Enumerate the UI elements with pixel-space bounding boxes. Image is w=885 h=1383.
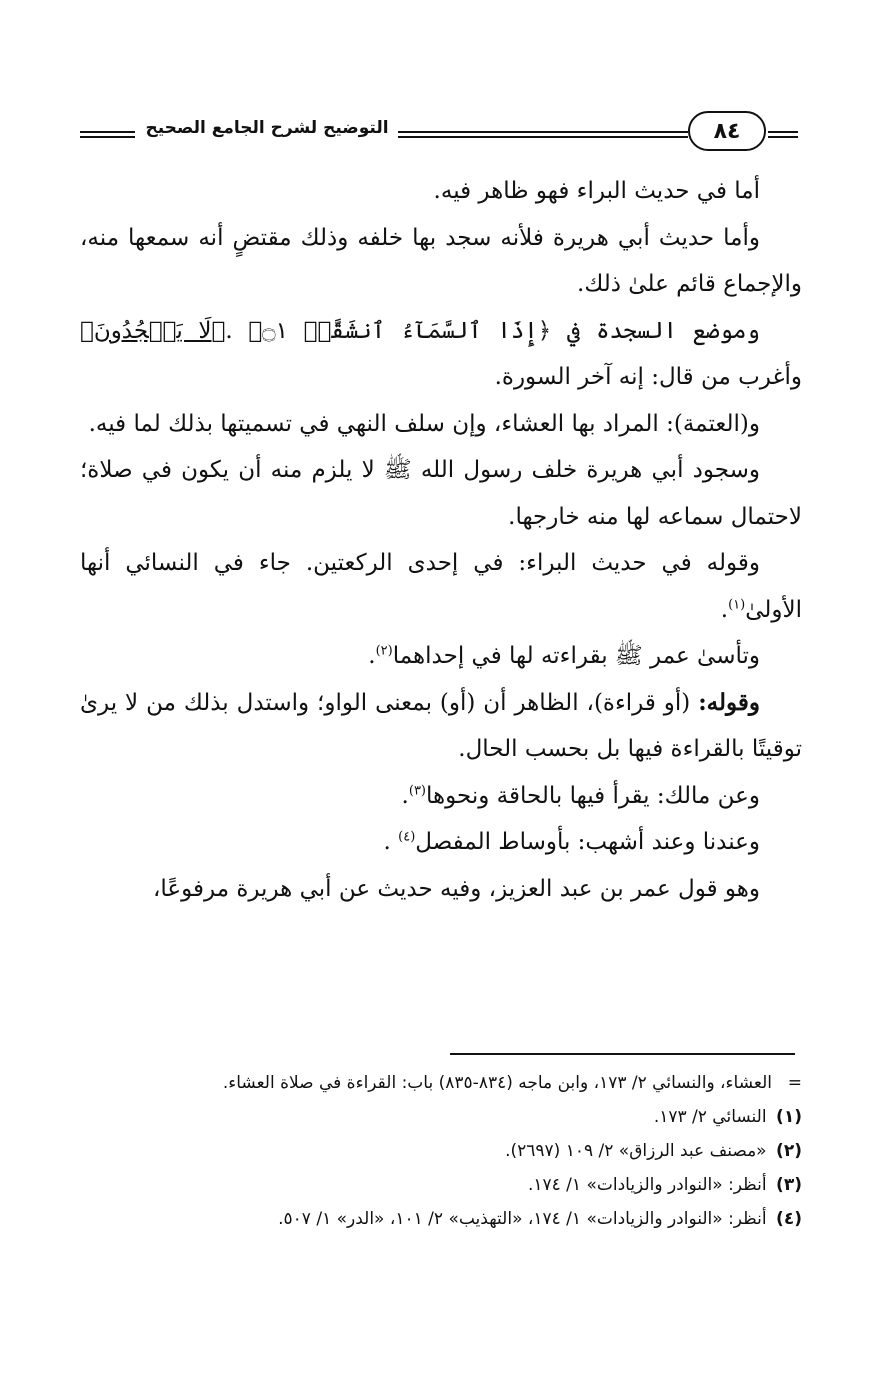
paragraph: [80, 540, 802, 633]
running-header: [80, 108, 798, 154]
paragraph-end: .: [383, 829, 399, 855]
paragraph: [80, 819, 802, 866]
verse-quote: وموضع السجدة في ﴿إِذَا ٱلسَّمَآءُ ٱنشَقَّتۡ ۝١﴾ .﴿: [211, 317, 760, 344]
paragraph: وهو قول عمر بن عبد العزيز، وفيه حديث عن أبي هريرة مرفوعًا،: [152, 875, 760, 902]
paragraph: و(العتمة): المراد بها العشاء، وإن سلف النهي في تسميتها بذلك لما فيه.: [88, 410, 760, 437]
paragraph-end: .: [401, 782, 409, 809]
paragraph-text: وعندنا وعند أشهب: بأوساط المفصل: [415, 829, 760, 855]
footnote-number: (٢): [776, 1141, 802, 1161]
page-number: ٨٤: [688, 111, 766, 151]
verse-underlined: لَا يَسۡجُدُونَ: [93, 317, 212, 344]
main-text: [80, 168, 802, 912]
footnotes: [80, 1068, 802, 1238]
paragraph: [80, 308, 802, 401]
footnote-number: (٣): [776, 1175, 802, 1195]
header-rule-right: [768, 131, 798, 139]
continuation-mark: =: [787, 1073, 802, 1093]
paragraph-end: .: [368, 643, 376, 669]
footnote-number: (١): [776, 1107, 802, 1127]
paragraph-text: وقوله في حديث البراء: في إحدى الركعتين. جاء في النسائي أنها الأولىٰ: [80, 550, 802, 623]
paragraph-text: وعن مالك: يقرأ فيها بالحاقة ونحوها: [426, 782, 760, 809]
paragraph: أما في حديث البراء فهو ظاهر فيه.: [433, 178, 760, 204]
footnote-ref[interactable]: (٣): [408, 782, 426, 798]
running-title: التوضيح لشرح الجامع الصحيح: [145, 118, 389, 138]
footnote-ref[interactable]: (١): [728, 596, 746, 612]
header-rule-middle: [398, 131, 688, 139]
paragraph: [80, 773, 802, 820]
footnote-item: [80, 1136, 802, 1166]
footnote-separator: [450, 1053, 795, 1055]
paragraph: وسجود أبي هريرة خلف رسول الله ﷺ لا يلزم منه أن يكون في صلاة؛ لاحتمال سماعه لها منه خارجها.: [80, 457, 802, 530]
footnote-ref[interactable]: (٢): [375, 643, 393, 659]
footnote-item: [80, 1170, 802, 1200]
footnote-text: النسائي ٢/ ١٧٣.: [653, 1107, 767, 1127]
header-rule-left: [80, 131, 135, 139]
footnote-number: (٤): [776, 1209, 802, 1229]
footnote-text: «مصنف عبد الرزاق» ٢/ ١٠٩ (٢٦٩٧).: [505, 1141, 767, 1161]
bold-lead: وقوله:: [698, 688, 760, 716]
paragraph-end: .: [720, 596, 729, 623]
footnote-text: أنظر: «النوادر والزيادات» ١/ ١٧٤، «التهذيب» ٢/ ١٠١، «الدر» ١/ ٥٠٧.: [278, 1209, 767, 1229]
footnote-item: [80, 1204, 802, 1234]
paragraph: [80, 680, 802, 773]
footnote-item: [80, 1102, 802, 1132]
footnote-continuation: [80, 1068, 802, 1098]
footnote-ref[interactable]: (٤): [398, 829, 416, 845]
paragraph-text: ﴾ وأغرب من قال: إنه آخر السورة.: [80, 317, 802, 390]
paragraph-text: (أو قراءة)، الظاهر أن (أو) بمعنى الواو؛ واستدل بذلك من لا يرىٰ توقيتًا بالقراءة فيها بل بحسب الحال.: [80, 689, 802, 762]
paragraph: وأما حديث أبي هريرة فلأنه سجد بها خلفه وذلك مقتضٍ أنه سمعها منه، والإجماع قائم علىٰ ذلك.: [80, 224, 802, 297]
footnote-text: أنظر: «النوادر والزيادات» ١/ ١٧٤.: [527, 1175, 767, 1195]
paragraph: [80, 633, 802, 680]
paragraph-text: وتأسىٰ عمر ﷺ بقراءته لها في إحداهما: [392, 643, 760, 669]
footnote-text: العشاء، والنسائي ٢/ ١٧٣، وابن ماجه (٨٣٤-٨٣٥) باب: القراءة في صلاة العشاء.: [222, 1073, 772, 1093]
